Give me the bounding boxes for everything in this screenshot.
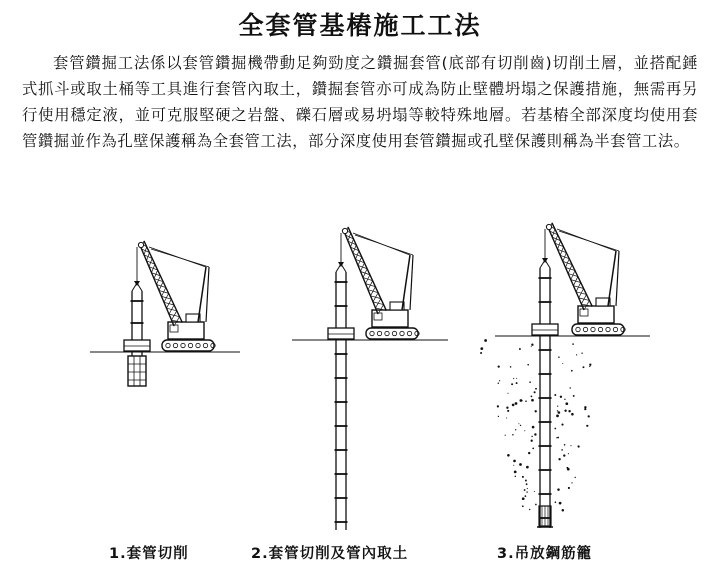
crane-boom: [343, 227, 386, 314]
stage-3-rebar-cage-lowering: [480, 223, 650, 528]
caption-step-3: 3.吊放鋼筋籠: [497, 546, 593, 562]
crawler-crane: [342, 227, 419, 339]
crane-boom: [139, 241, 182, 326]
crawler-crane: [138, 241, 215, 351]
hammer-grab: [128, 356, 146, 386]
page-title: 全套管基樁施工工法: [238, 11, 482, 40]
soil-particles: [480, 339, 591, 511]
caption-step-1: 1.套管切削: [109, 546, 189, 562]
casing-tower: [539, 260, 552, 528]
casing-oscillator: [124, 340, 150, 351]
body-paragraph: 套管鑽掘工法係以套管鑽掘機帶動足夠勁度之鑽掘套管(底部有切削齒)切削土層，並搭配錘式抓斗或取土桶等工具進行套管內取土，鑽掘套管亦可成為防止壁體坍塌之保護措施，無需再另行使用穩定液，並可克服堅硬之岩盤、礫石層或易坍塌等較特殊地層。若基樁全部深度均使用套管鑽掘並作為孔壁保護稱為全套管工法，部分深度使用套管鑽掘或孔壁保護則稱為半套管工法。: [22, 54, 698, 150]
stage-2-cutting-and-excavation: [292, 227, 448, 530]
casing-oscillator: [328, 328, 354, 339]
casing-tower: [335, 264, 348, 530]
crane-boom: [547, 223, 592, 310]
caption-step-2: 2.套管切削及管內取土: [251, 546, 409, 562]
construction-diagram: [0, 205, 720, 535]
crawler-crane: [546, 223, 625, 335]
stage-1-casing-cutting: [90, 241, 240, 386]
casing-oscillator: [532, 324, 558, 335]
